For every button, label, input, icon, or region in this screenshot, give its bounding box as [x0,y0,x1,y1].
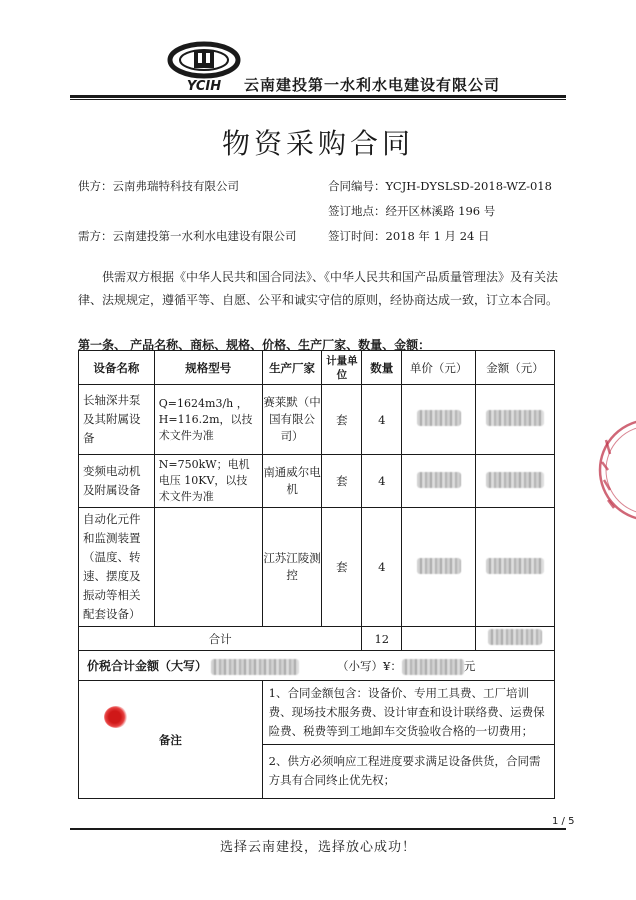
tax-total-cell [79,651,555,681]
sign-date-value: 2018 年 1 月 24 日 [385,229,490,243]
notes-cell [262,681,554,799]
row-2-spec: N=750kW；电机电压 10KV，以技术文件为准 [154,455,262,508]
sign-place-line [328,203,495,219]
tax-total-row [79,651,555,681]
tax-total-label: 价税合计金额（大写） [87,658,208,673]
note-2: 2、供方必须响应工程进度要求满足设备供货，合同需方具有合同终止优先权； [268,754,541,787]
intro-paragraph: 供需双方根据《中华人民共和国合同法》、《中华人民共和国产品质量管理法》及有关法律、法规规定，遵循平等、自愿、公平和诚实守信的原则，经协商达成一致，订立本合同。 [78,270,559,307]
red-seal-mark [104,706,128,728]
col-header-amount: 金额（元） [476,351,555,385]
row-2-name: 变频电动机及附属设备 [79,455,155,508]
section-1-heading: 第一条、 产品名称、商标、规格、价格、生产厂家、数量、金额： [78,338,431,352]
total-amount-redacted [476,627,555,651]
row-3-qty: 4 [362,508,402,627]
row-2-qty: 4 [362,455,402,508]
supplier-line [78,178,239,194]
buyer-label: 需方： [78,229,113,243]
col-header-maker: 生产厂家 [262,351,322,385]
sign-place-label: 签订地点： [328,204,386,218]
row-2-price-redacted [402,455,476,508]
sign-place-value: 经开区林溪路 196 号 [385,204,496,218]
row-2-amount-redacted [476,455,555,508]
row-1-name: 长轴深井泵及其附属设备 [79,385,155,455]
contract-no-value: YCJH-DYSLSD-2018-WZ-018 [385,179,552,193]
page-number: 1 / 5 [552,816,575,827]
row-3-maker: 江苏江陵测控 [262,508,322,627]
sign-date-label: 签订时间： [328,229,386,243]
buyer-value: 云南建投第一水利水电建设有限公司 [112,229,297,243]
header-rule [70,95,566,98]
row-1-amount-redacted [476,385,555,455]
table-header-row [79,351,555,385]
total-price-empty [402,627,476,651]
col-header-price: 单价（元） [402,351,476,385]
row-1-maker: 赛莱默（中国有限公司） [262,385,322,455]
document-title: 物资采购合同 [221,127,414,160]
row-3-amount-redacted [476,508,555,627]
total-row [79,627,555,651]
row-1-qty: 4 [362,385,402,455]
col-header-unit: 计量单位 [322,351,362,385]
table-row [79,508,555,627]
supplier-value: 云南弗瑞特科技有限公司 [112,179,239,193]
note-1: 1、合同金额包含：设备价、专用工具费、工厂培训费、现场技术服务费、设计审查和设计联络费、运费保险费、税费等到工地卸车交货验收合格的一切费用； [263,681,554,745]
notes-row [79,681,555,799]
tax-total-unit: 元 [463,658,476,673]
header-rule-thin [70,99,566,100]
tax-total-number-redacted [402,659,464,675]
row-3-spec [154,508,262,627]
table-row [79,385,555,455]
footer-slogan: 选择云南建投，选择放心成功！ [219,840,416,855]
contract-no-label: 合同编号： [328,179,386,193]
notes-label: 备注 [79,681,263,799]
company-logo [164,38,244,94]
table-row [79,455,555,508]
col-header-spec: 规格型号 [154,351,262,385]
row-1-price-redacted [402,385,476,455]
row-2-maker: 南通威尔电机 [262,455,322,508]
total-label: 合计 [79,627,362,651]
company-name: 云南建投第一水利水电建设有限公司 [244,76,501,94]
row-3-name: 自动化元件和监测装置（温度、转速、摆度及振动等相关配套设备） [79,508,155,627]
tax-total-small-label: （小写）¥： [337,658,402,673]
row-3-price-redacted [402,508,476,627]
svg-text:YCIH: YCIH [186,79,222,94]
col-header-name: 设备名称 [79,351,155,385]
supplier-label: 供方： [78,179,113,193]
col-header-qty: 数量 [362,351,402,385]
row-1-spec: Q=1624m3/h ，H=116.2m，以技术文件为准 [154,385,262,455]
tax-total-words-redacted [211,659,299,675]
side-seal-stamp [588,410,636,530]
product-table [78,350,555,799]
total-qty: 12 [362,627,402,651]
row-2-unit: 套 [322,455,362,508]
sign-date-line [328,228,490,244]
buyer-line [78,228,297,244]
contract-no-line [328,178,552,194]
row-1-unit: 套 [322,385,362,455]
footer-rule [70,828,566,830]
row-3-unit: 套 [322,508,362,627]
